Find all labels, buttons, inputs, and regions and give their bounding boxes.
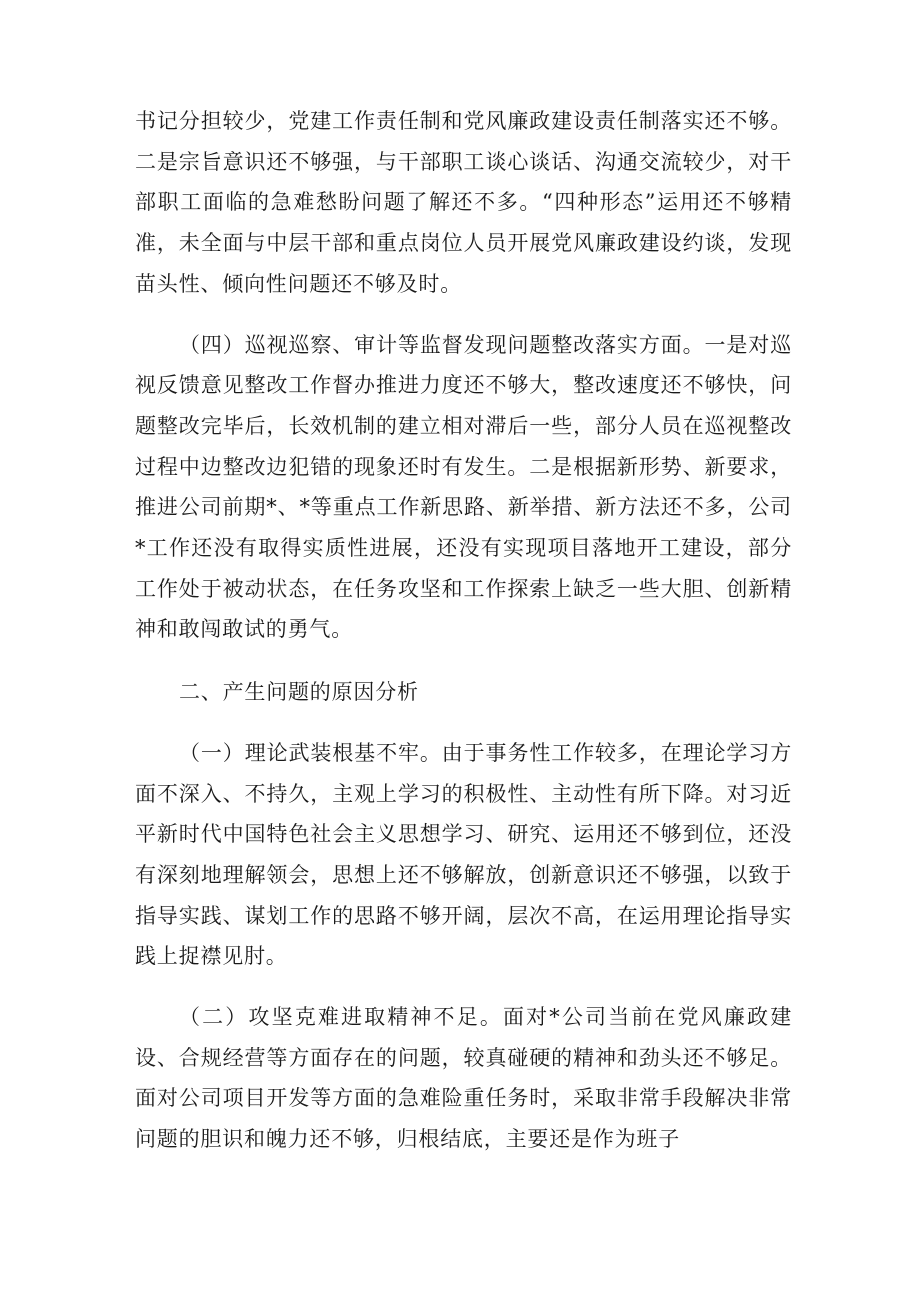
paragraph-cause-two: （二）攻坚克难进取精神不足。面对*公司当前在党风廉政建设、合规经营等方面存在的问题，较真碰硬的精神和劲头还不够足。面对公司项目开发等方面的急难险重任务时，采取非常手段解决非常问题的胆识和魄力还不够，归根结底，主要还是作为班子 — [135, 1005, 792, 1152]
section-heading-cause-analysis: 二、产生问题的原因分析 — [179, 680, 419, 705]
paragraph-section-four: （四）巡视巡察、审计等监督发现问题整改落实方面。一是对巡视反馈意见整改工作督办推进力度还不够大，整改速度还不够快，问题整改完毕后，长效机制的建立相对滞后一些，部分人员在巡视整改过程中边整改边犯错的现象还时有发生。二是根据新形势、新要求，推进公司前期*、*等重点工作新思路、新举措、新方法还不多，公司*工作还没有取得实质性进展，还没有实现项目落地开工建设，部分工作处于被动状态，在任务攻坚和工作探索上缺乏一些大胆、创新精神和敢闯敢试的勇气。 — [135, 332, 792, 642]
paragraph-cause-one: （一）理论武装根基不牢。由于事务性工作较多，在理论学习方面不深入、不持久，主观上学习的积极性、主动性有所下降。对习近平新时代中国特色社会主义思想学习、研究、运用还不够到位，还没有深刻地理解领会，思想上还不够解放，创新意识还不够强，以致于指导实践、谋划工作的思路不够开阔，层次不高，在运用理论指导实践上捉襟见肘。 — [135, 740, 792, 969]
paragraph-continuation: 书记分担较少，党建工作责任制和党风廉政建设责任制落实还不够。二是宗旨意识还不够强，与干部职工谈心谈话、沟通交流较少，对干部职工面临的急难愁盼问题了解还不多。“四种形态”运用还不够精准，未全面与中层干部和重点岗位人员开展党风廉政建设约谈，发现苗头性、倾向性问题还不够及时。 — [135, 109, 792, 296]
